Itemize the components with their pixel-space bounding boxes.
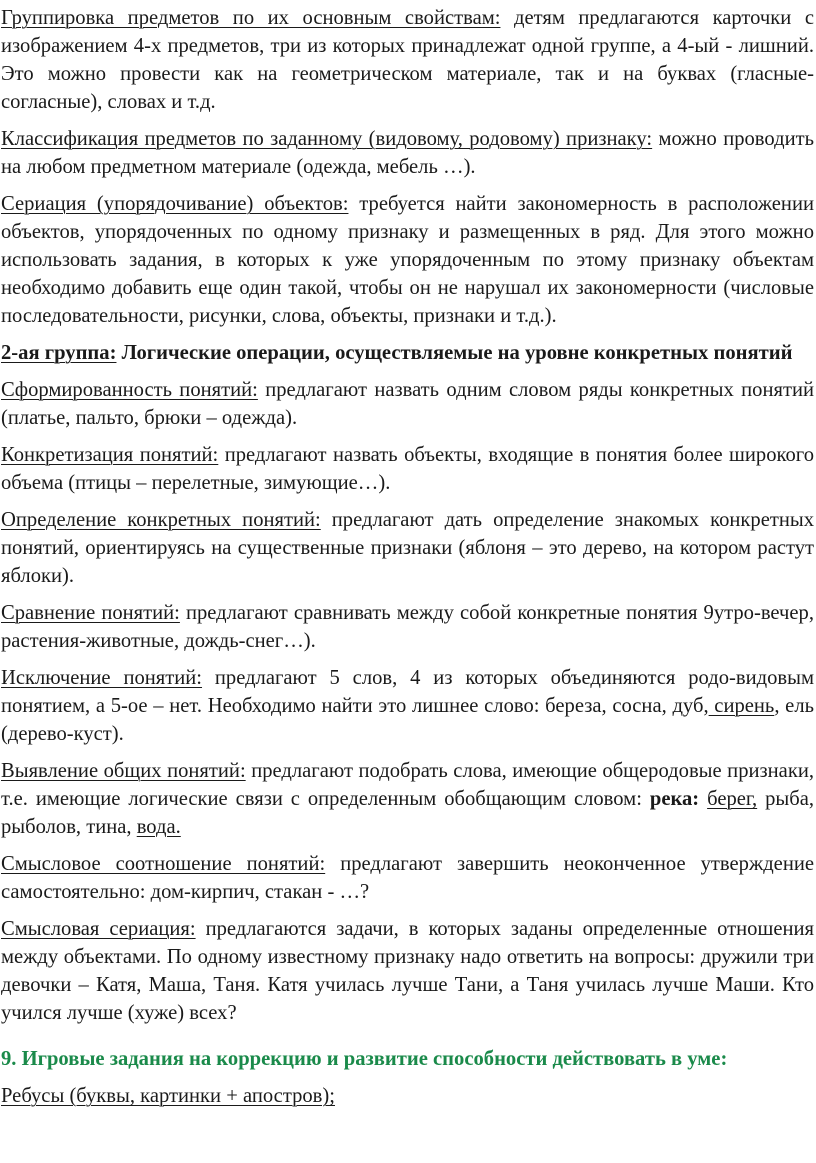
- comparison-text: предлагают сравнивать между собой конкретные понятия 9утро-вечер, растения-животные, дождь-снег…).: [1, 602, 814, 652]
- exclusion-tail: , ель (дерево-куст).: [1, 695, 814, 745]
- concretization-text: предлагают назвать объекты, входящие в понятия более широкого объема (птицы – перелетные, зимующие…).: [1, 444, 814, 494]
- common-space: [699, 788, 707, 810]
- paragraph-seriation-objects: [1, 190, 814, 330]
- semantic-relation-text: предлагают завершить неоконченное утверждение самостоятельно: дом-кирпич, стакан - …?: [1, 853, 814, 903]
- term-semantic-seriation: Смысловая сериация:: [1, 918, 196, 940]
- common-word-2: вода.: [136, 816, 181, 838]
- common-word-1: берег,: [707, 788, 758, 810]
- paragraph-common-concepts: [1, 757, 814, 841]
- term-classification: Классификация предметов по заданному (видовому, родовому) признаку:: [1, 128, 653, 150]
- classification-text: можно проводить на любом предметном материале (одежда, мебель …).: [1, 128, 814, 178]
- seriation-objects-text: требуется найти закономерность в расположении объектов, упорядоченных по одному признаку и размещенных в ряд. Для этого можно использовать задания, в которых к уже упорядоченным по этому признаку объектам необходимо добавить еще один такой, чтобы он не нарушал их закономерности (числовые последовательности, рисунки, слова, объекты, признаки и т.д.).: [1, 193, 814, 327]
- common-bold-word: река:: [649, 788, 700, 810]
- common-text: предлагают подобрать слова, имеющие общеродовые признаки, т.е. имеющие логические связи с определенным обобщающим словом:: [1, 760, 814, 810]
- paragraph-comparison: [1, 599, 814, 655]
- rebuses-text: Ребусы (буквы, картинки + апостров);: [1, 1085, 335, 1107]
- common-middle: рыба, рыболов, тина,: [1, 788, 814, 838]
- term-grouping: Группировка предметов по их основным свойствам:: [1, 7, 501, 29]
- paragraph-semantic-seriation: [1, 915, 814, 1027]
- term-definition: Определение конкретных понятий:: [1, 509, 321, 531]
- concept-formation-text: предлагают назвать одним словом ряды конкретных понятий (платье, пальто, брюки – одежда).: [1, 379, 814, 429]
- paragraph-definition: [1, 506, 814, 590]
- paragraph-exclusion: [1, 664, 814, 748]
- paragraph-concretization: [1, 441, 814, 497]
- term-exclusion: Исключение понятий:: [1, 667, 203, 689]
- exclusion-text: предлагают 5 слов, 4 из которых объединяются родо-видовым понятием, а 5-ое – нет. Необходимо найти это лишнее слово: береза, сосна, дуб,: [1, 667, 814, 717]
- term-concretization: Конкретизация понятий:: [1, 444, 219, 466]
- group-2-heading: [1, 339, 814, 367]
- group-2-label: 2-ая группа:: [1, 342, 117, 364]
- term-concept-formation: Сформированность понятий:: [1, 379, 258, 401]
- term-common-concepts: Выявление общих понятий:: [1, 760, 246, 782]
- paragraph-concept-formation: [1, 376, 814, 432]
- term-seriation-objects: Сериация (упорядочивание) объектов:: [1, 193, 349, 215]
- paragraph-grouping: [1, 4, 814, 116]
- exclusion-highlight-word: сирень: [708, 695, 775, 717]
- term-semantic-relation: Смысловое соотношение понятий:: [1, 853, 326, 875]
- section-9-heading: 9. Игровые задания на коррекцию и развитие способности действовать в уме:: [1, 1048, 728, 1070]
- paragraph-rebuses: [1, 1082, 814, 1110]
- paragraph-semantic-relation: [1, 850, 814, 906]
- grouping-text: детям предлагаются карточки с изображением 4-х предметов, три из которых принадлежат одной группе, а 4-ый - лишний. Это можно провести как на геометрическом материале, так и на буквах (гласные-согласные), словах и т.д.: [1, 7, 814, 113]
- paragraph-classification: [1, 125, 814, 181]
- term-comparison: Сравнение понятий:: [1, 602, 180, 624]
- definition-text: предлагают дать определение знакомых конкретных понятий, ориентируясь на существенные признаки (яблоня – это дерево, на котором растут яблоки).: [1, 509, 814, 587]
- semantic-seriation-text: предлагаются задачи, в которых заданы определенные отношения между объектами. По одному известному признаку надо ответить на вопросы: дружили три девочки – Катя, Маша, Таня. Катя училась лучше Тани, а Таня училась лучше Маши. Кто учился лучше (хуже) всех?: [1, 918, 814, 1024]
- group-2-title: Логические операции, осуществляемые на уровне конкретных понятий: [116, 342, 793, 364]
